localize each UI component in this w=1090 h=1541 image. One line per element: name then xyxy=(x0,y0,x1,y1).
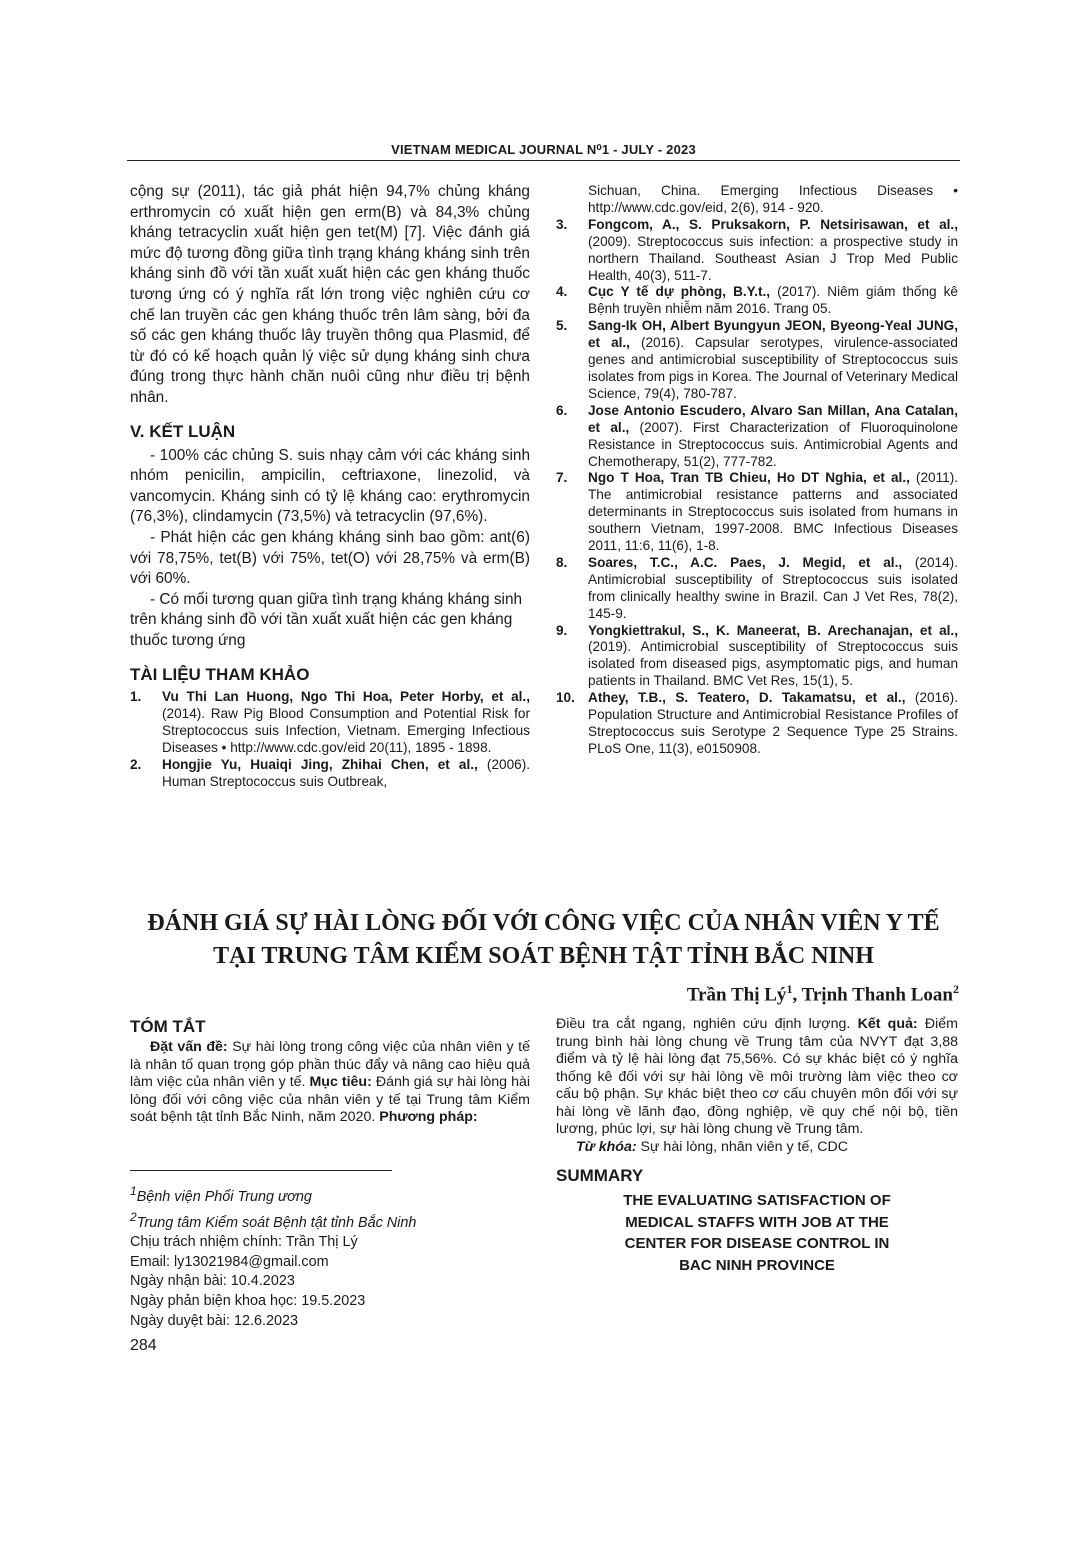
reference-authors: Fongcom, A., S. Pruksakorn, P. Netsirisawan, et al., xyxy=(588,216,958,232)
reference-details: (2016). Capsular serotypes, virulence-associated genes and antimicrobial susceptibility of Streptococcus suis isolates from pigs in Korea. The Journal of Veterinary Medical Science, 79(4), 780-787. xyxy=(588,335,958,401)
footnotes xyxy=(130,1182,530,1332)
abstract-left xyxy=(130,1017,530,1127)
article-title-line-2: TẠI TRUNG TÂM KIỂM SOÁT BỆNH TẬT TỈNH BẮC NINH xyxy=(213,943,874,969)
reference-item xyxy=(556,555,958,623)
reference-number: 1. xyxy=(130,689,142,705)
abstract-objective: Đánh giá sự hài lòng hài lòng đối với công việc của nhân viên y tế tại Trung tâm Kiểm soát bệnh tật tỉnh Bắc Ninh, năm 2020. xyxy=(130,1074,531,1125)
reference-authors: Soares, T.C., A.C. Paes, J. Megid, et al., xyxy=(588,554,903,570)
reference-details: (2019). Antimicrobial susceptibility of Streptococcus suis isolated from diseased pigs, asymptomatic pigs, and human patients in Thailand. BMC Vet Res, 15(1), 5. xyxy=(588,639,958,689)
footnote-responsible: Chịu trách nhiệm chính: Trần Thị Lý xyxy=(130,1234,358,1250)
reference-number: 4. xyxy=(556,284,568,300)
footnote-mark: 2 xyxy=(130,1209,137,1224)
reference-authors: Jose Antonio Escudero, Alvaro San Millan, Ana Catalan, et al., xyxy=(588,402,958,435)
left-column xyxy=(130,182,530,791)
reference-authors: Sang-Ik OH, Albert Byungyun JEON, Byeong-Yeal JUNG, et al., xyxy=(588,318,958,351)
reference-number: 6. xyxy=(556,402,568,418)
footnote-affiliation-2 xyxy=(130,1208,530,1234)
summary-title-line: MEDICAL STAFFS WITH JOB AT THE xyxy=(625,1213,889,1231)
abstract-heading: TÓM TẮT xyxy=(130,1017,206,1036)
right-column xyxy=(556,183,958,758)
reference-number: 3. xyxy=(556,216,568,232)
footnote-text: Trung tâm Kiểm soát Bệnh tật tỉnh Bắc Ninh xyxy=(136,1214,417,1231)
footnote-mark: 1 xyxy=(130,1184,137,1198)
author-name: Trịnh Thanh Loan xyxy=(801,984,953,1006)
author-affiliation-mark: 2 xyxy=(953,982,959,996)
author-affiliation-mark: 1 xyxy=(786,982,793,996)
reference-number: 10. xyxy=(556,690,575,706)
reference-authors: Cục Y tế dự phòng, B.Y.t., xyxy=(588,284,771,300)
reference-item xyxy=(556,403,958,471)
footnote-text: Bệnh viện Phổi Trung ương xyxy=(136,1188,312,1205)
footnote-email: Email: ly13021984@gmail.com xyxy=(130,1253,329,1270)
discussion-paragraph: cộng sự (2011), tác giả phát hiện 94,7% chủng kháng erthromycin có xuất hiện gen erm(B) và 84,3% chủng kháng tetracyclin xuất hiện gen tet(M) [7]. Việc đánh giá mức độ tương đồng giữa tình trạng kháng kháng sinh trên kháng sinh đồ với tần xuất xuất hiện các gen kháng thuốc tương ứng có ý nghĩa rất lớn trong việc nghiên cứu cơ chế lan truyền các gen kháng thuốc trên lâm sàng, bởi đa số các gen kháng thuốc lây truyền thông qua Plasmid, để từ đó có kế hoạch quản lý việc sử dụng kháng sinh chưa đúng trong thực hành chăn nuôi cũng như điều trị bệnh nhân. xyxy=(130,183,530,406)
reference-number: 8. xyxy=(556,554,568,570)
reference-number: 2. xyxy=(130,757,142,773)
reference-details: (2007). First Characterization of Fluoroquinolone Resistance in Streptococcus suis. Antimicrobial Agents and Chemotherapy, 51(2), 777-782. xyxy=(588,419,958,469)
abstract-results: Điểm trung bình hài lòng chung về Trung tâm của NVYT đạt 3,88 điểm và tỷ lệ hài lòng đạt 75,56%. Có sự khác biệt có ý nghĩa thống kê đối với sự hài lòng về môi trường làm việc theo cơ cấu bộ phận. Sự khác biệt theo cơ cấu chuyên môn đối với sự hài lòng về lãnh đạo, đồng nghiệp, về quy chế nội bộ, tiền lương, phúc lợi, sự hài lòng chung về Trung tâm. xyxy=(556,1016,958,1137)
summary-title xyxy=(556,1190,958,1276)
abstract-label: Phương pháp: xyxy=(379,1109,478,1125)
summary-heading: SUMMARY xyxy=(556,1166,644,1185)
footnote-received: Ngày nhận bài: 10.4.2023 xyxy=(130,1273,295,1290)
conclusion-heading: V. KẾT LUẬN xyxy=(130,421,236,441)
page-number: 284 xyxy=(130,1337,157,1354)
reference-item xyxy=(556,623,958,691)
footnote-reviewed: Ngày phản biện khoa học: 19.5.2023 xyxy=(130,1293,366,1310)
reference-authors: Yongkiettrakul, S., K. Maneerat, B. Arechanajan, et al., xyxy=(588,622,958,638)
article-title-line-1: ĐÁNH GIÁ SỰ HÀI LÒNG ĐỐI VỚI CÔNG VIỆC CỦA NHÂN VIÊN Y TẾ xyxy=(147,910,940,936)
references-heading: TÀI LIỆU THAM KHẢO xyxy=(130,665,310,685)
reference-item xyxy=(556,284,958,318)
footnote-rule xyxy=(130,1170,392,1171)
article-authors xyxy=(687,982,959,1006)
references-list-right xyxy=(556,217,958,758)
article-title xyxy=(127,907,960,973)
reference-number: 7. xyxy=(556,470,568,486)
conclusion-item-2: - Phát hiện các gen kháng kháng sinh bao gồm: ant(6) với 78,75%, tet(B) với 75%, tet(O) với 28,75% và erm(B) với 60%. xyxy=(130,528,530,588)
summary-title-line: BAC NINH PROVINCE xyxy=(679,1256,835,1274)
reference-details: (2016). Population Structure and Antimicrobial Resistance Profiles of Streptococcus suis Serotype 2 Sequence Type 25 Strains. PLoS One, 11(3), e0150908. xyxy=(588,690,958,756)
keywords-label: Từ khóa: xyxy=(576,1138,637,1155)
reference-item xyxy=(556,690,958,758)
reference-authors: Vu Thi Lan Huong, Ngo Thi Hoa, Peter Horby, et al., xyxy=(162,689,530,705)
abstract-label: Kết quả: xyxy=(857,1016,918,1032)
journal-header: VIETNAM MEDICAL JOURNAL N⁰1 - JULY - 2023 xyxy=(391,142,696,157)
reference-details: (2009). Streptococcus suis infection: a prospective study in northern Thailand. Southeast Asian J Trop Med Public Health, 40(3), 511-7. xyxy=(588,233,958,283)
abstract-label: Mục tiêu: xyxy=(309,1074,372,1090)
reference-item xyxy=(130,757,530,791)
reference-number: 5. xyxy=(556,318,568,334)
reference-authors: Ngo T Hoa, Tran TB Chieu, Ho DT Nghia, et al., xyxy=(588,470,910,486)
reference-authors: Hongjie Yu, Huaiqi Jing, Zhihai Chen, et al., xyxy=(162,757,478,773)
reference-details: (2006). Human Streptococcus suis Outbreak, xyxy=(162,757,530,789)
keywords-text: Sự hài lòng, nhân viên y tế, CDC xyxy=(636,1138,848,1155)
reference-item xyxy=(130,689,530,757)
author-separator: , xyxy=(792,984,802,1006)
reference-details: (2017). Niêm giám thống kê Bệnh truyền nhiễm năm 2016. Trang 05. xyxy=(588,284,958,317)
footnote-affiliation-1 xyxy=(130,1182,530,1208)
summary-title-line: CENTER FOR DISEASE CONTROL IN xyxy=(624,1235,890,1252)
summary-title-line: THE EVALUATING SATISFACTION OF xyxy=(623,1192,891,1209)
conclusion-item-3: - Có mối tương quan giữa tình trạng kháng kháng sinh trên kháng sinh đồ với tần xuất xuất hiện các gen kháng thuốc tương ứng xyxy=(130,590,523,649)
abstract-right xyxy=(556,1016,958,1276)
author-name: Trần Thị Lý xyxy=(686,984,787,1006)
reference-item xyxy=(556,318,958,403)
reference-item xyxy=(556,470,958,555)
header-rule xyxy=(127,160,960,161)
reference-continuation: Sichuan, China. Emerging Infectious Diseases • http://www.cdc.gov/eid, 2(6), 914 - 920. xyxy=(588,183,958,215)
footnote-accepted: Ngày duyệt bài: 12.6.2023 xyxy=(130,1312,299,1329)
references-list-left xyxy=(130,689,530,790)
abstract-method: Điều tra cắt ngang, nghiên cứu định lượng. xyxy=(556,1016,858,1032)
abstract-label: Đặt vấn đề: xyxy=(150,1039,228,1055)
abstract-text-part-1 xyxy=(130,1039,530,1127)
reference-item xyxy=(556,217,958,285)
reference-details: (2011). The antimicrobial resistance patterns and associated determinants in Streptococcus suis isolated from humans in southern Vietnam, 1997-2008. BMC Infectious Diseases 2011, 11:6, 11(6), 1-8. xyxy=(588,470,958,554)
abstract-keywords xyxy=(556,1139,958,1157)
reference-details: (2014). Raw Pig Blood Consumption and Potential Risk for Streptococcus suis Infection, Vietnam. Emerging Infectious Diseases • http://www.cdc.gov/eid 20(11), 1895 - 1898. xyxy=(162,706,530,756)
reference-number: 9. xyxy=(556,622,568,638)
conclusion-item-1: - 100% các chủng S. suis nhạy cảm với các kháng sinh nhóm penicilin, ampicilin, ceftriaxone, linezolid, và vancomycin. Kháng sinh có tỷ lệ kháng cao: erythromycin (76,3%), clindamycin (73,5%) và tetracyclin (97,6%). xyxy=(130,446,530,526)
abstract-background: Sự hài lòng trong công việc của nhân viên y tế là nhân tố quan trọng góp phần thúc đẩy và nâng cao hiệu quả làm việc của nhân viên y tế. xyxy=(130,1039,530,1090)
reference-authors: Athey, T.B., S. Teatero, D. Takamatsu, et al., xyxy=(588,690,906,706)
reference-details: (2014). Antimicrobial susceptibility of Streptococcus suis isolated from clinically healthy swine in Brazil. Can J Vet Res, 78(2), 145-9. xyxy=(588,554,958,621)
abstract-text-part-2 xyxy=(556,1016,958,1139)
